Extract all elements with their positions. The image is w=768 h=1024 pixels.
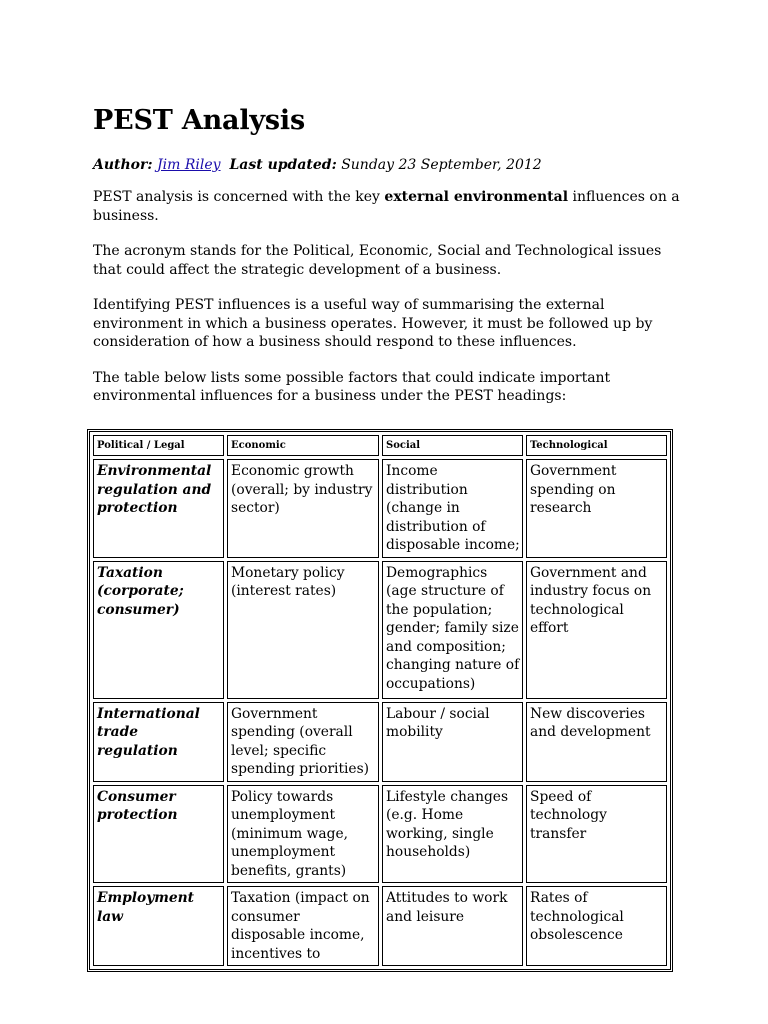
last-updated-date: Sunday 23 September, 2012 bbox=[341, 157, 542, 173]
political-cell: Employment law bbox=[93, 886, 224, 966]
table-row bbox=[93, 561, 667, 699]
intro-bold-text: external environmental bbox=[384, 189, 569, 205]
technological-cell: Speed of technology transfer bbox=[526, 785, 667, 884]
political-cell: Consumer protection bbox=[93, 785, 224, 884]
political-cell: International trade regulation bbox=[93, 702, 224, 782]
social-cell: Lifestyle changes (e.g. Home working, single households) bbox=[382, 785, 523, 884]
social-cell: Income distribution (change in distribution of disposable income; bbox=[382, 459, 523, 558]
social-cell: Labour / social mobility bbox=[382, 702, 523, 782]
article bbox=[93, 104, 693, 406]
last-updated-label: Last updated: bbox=[229, 157, 337, 173]
header-economic: Economic bbox=[227, 435, 379, 456]
table-row bbox=[93, 459, 667, 558]
table-header-row bbox=[93, 435, 667, 456]
header-technological: Technological bbox=[526, 435, 667, 456]
influences-paragraph: Identifying PEST influences is a useful way of summarising the external environment in which a business operates. However, it must be followed up by consideration of how a business should respond to these influences. bbox=[93, 297, 653, 350]
intro-paragraph bbox=[93, 188, 683, 225]
economic-cell: Taxation (impact on consumer disposable income, incentives to bbox=[227, 886, 379, 966]
social-cell: Attitudes to work and leisure bbox=[382, 886, 523, 966]
header-social: Social bbox=[382, 435, 523, 456]
political-cell: Taxation (corporate; consumer) bbox=[93, 561, 224, 699]
header-political-legal: Political / Legal bbox=[93, 435, 224, 456]
pest-table bbox=[87, 429, 673, 972]
economic-cell: Monetary policy (interest rates) bbox=[227, 561, 379, 699]
technological-cell: Government and industry focus on technological effort bbox=[526, 561, 667, 699]
table-row bbox=[93, 785, 667, 884]
technological-cell: Government spending on research bbox=[526, 459, 667, 558]
political-cell: Environmental regulation and protection bbox=[93, 459, 224, 558]
social-cell: Demographics (age structure of the population; gender; family size and composition; changing nature of occupations) bbox=[382, 561, 523, 699]
author-label: Author: bbox=[93, 157, 153, 173]
table-intro-paragraph: The table below lists some possible factors that could indicate important environmental influences for a business under the PEST headings: bbox=[93, 369, 611, 404]
page-title: PEST Analysis bbox=[93, 105, 305, 136]
intro-text-start: PEST analysis is concerned with the key bbox=[93, 189, 385, 205]
economic-cell: Government spending (overall level; specific spending priorities) bbox=[227, 702, 379, 782]
article-meta bbox=[93, 155, 693, 175]
economic-cell: Policy towards unemployment (minimum wage, unemployment benefits, grants) bbox=[227, 785, 379, 884]
table-row bbox=[93, 886, 667, 966]
author-link[interactable]: Jim Riley bbox=[157, 157, 221, 173]
table-row bbox=[93, 702, 667, 782]
technological-cell: New discoveries and development bbox=[526, 702, 667, 782]
technological-cell: Rates of technological obsolescence bbox=[526, 886, 667, 966]
acronym-paragraph: The acronym stands for the Political, Economic, Social and Technological issues that could affect the strategic development of a business. bbox=[93, 243, 662, 278]
intro-text-end: influences on a business. bbox=[93, 189, 680, 224]
economic-cell: Economic growth (overall; by industry sector) bbox=[227, 459, 379, 558]
